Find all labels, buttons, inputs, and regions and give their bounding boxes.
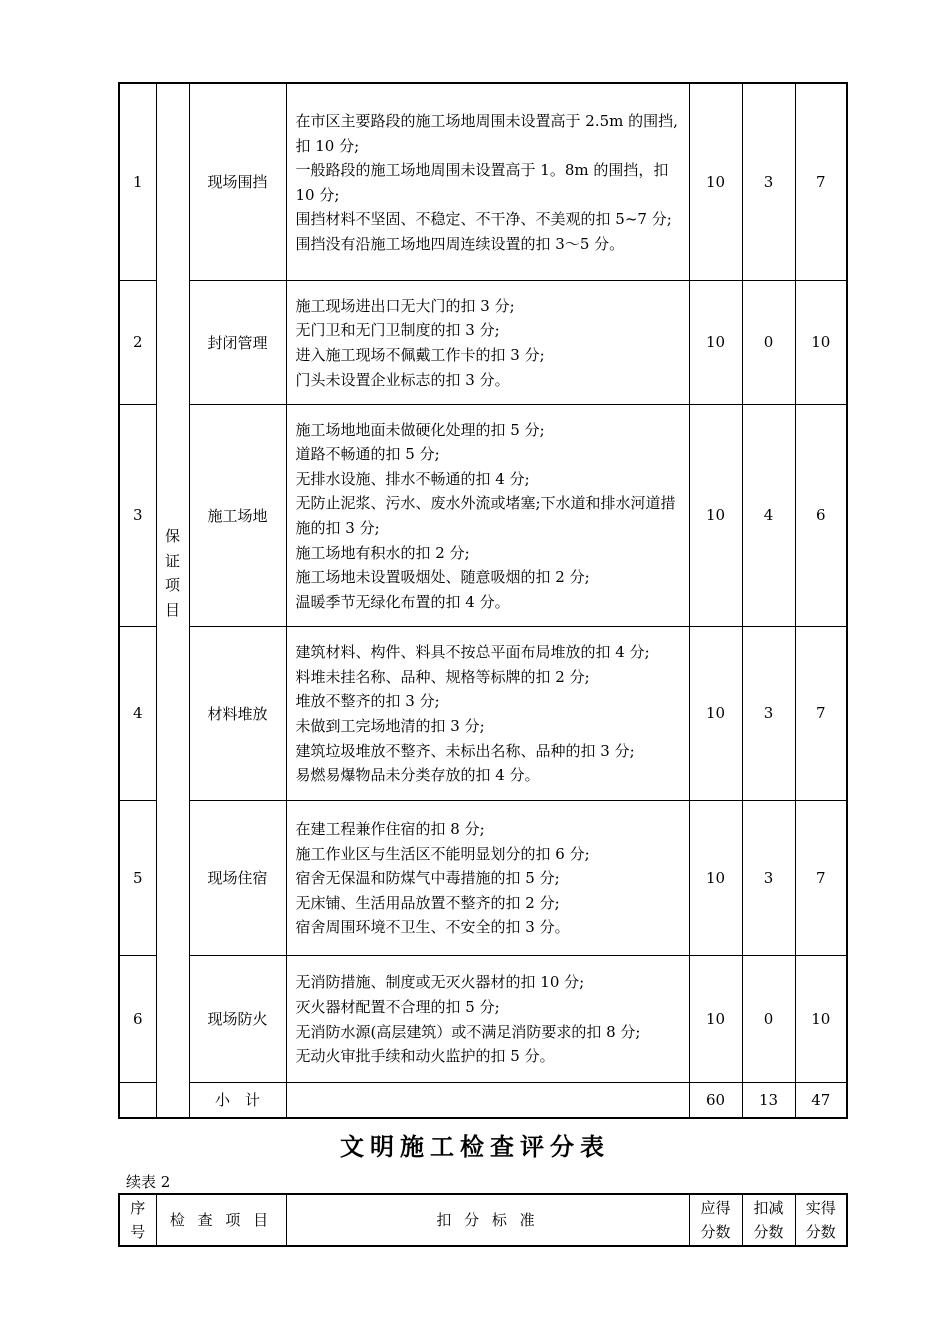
table-row bbox=[119, 280, 847, 404]
deducted-score: 0 bbox=[742, 280, 795, 404]
criteria-line: 施工作业区与生活区不能明显划分的扣 6 分; bbox=[295, 844, 590, 863]
criteria-line: 道路不畅通的扣 5 分; bbox=[295, 445, 440, 464]
check-item: 现场住宿 bbox=[189, 800, 286, 955]
criteria-line: 堆放不整齐的扣 3 分; bbox=[295, 692, 440, 711]
subtotal-blank bbox=[119, 1082, 156, 1118]
subtotal-deduct: 13 bbox=[742, 1082, 795, 1118]
check-item: 现场防火 bbox=[189, 955, 286, 1082]
actual-score: 7 bbox=[795, 800, 847, 955]
score-table bbox=[118, 82, 848, 1119]
actual-score: 10 bbox=[795, 280, 847, 404]
row-number: 4 bbox=[119, 626, 156, 800]
criteria-line: 无动火审批手续和动火监护的扣 5 分。 bbox=[295, 1047, 555, 1066]
actual-score: 10 bbox=[795, 955, 847, 1082]
check-item: 施工场地 bbox=[189, 404, 286, 626]
row-number: 3 bbox=[119, 404, 156, 626]
criteria-line: 建筑材料、构件、料具不按总平面布局堆放的扣 4 分; bbox=[295, 643, 650, 662]
criteria-line: 无排水设施、排水不畅通的扣 4 分; bbox=[295, 469, 530, 488]
criteria-line: 宿舍周围环境不卫生、不安全的扣 3 分。 bbox=[295, 918, 570, 937]
criteria-line: 一般路段的施工场地周围未设置高于 1。8m 的围挡，扣 10 分; bbox=[295, 161, 669, 204]
criteria-line: 无消防水源(高层建筑）或不满足消防要求的扣 8 分; bbox=[295, 1022, 641, 1041]
criteria-line: 料堆未挂名称、品种、规格等标牌的扣 2 分; bbox=[295, 667, 590, 686]
full-score: 10 bbox=[689, 280, 742, 404]
deduction-criteria bbox=[286, 404, 689, 626]
check-item: 封闭管理 bbox=[189, 280, 286, 404]
criteria-line: 温暖季节无绿化布置的扣 4 分。 bbox=[295, 592, 510, 611]
subtotal-full: 60 bbox=[689, 1082, 742, 1118]
deducted-score: 0 bbox=[742, 955, 795, 1082]
criteria-line: 无消防措施、制度或无灭火器材的扣 10 分; bbox=[295, 973, 585, 992]
deduction-criteria bbox=[286, 83, 689, 280]
subtotal-score: 47 bbox=[795, 1082, 847, 1118]
subtotal-row bbox=[119, 1082, 847, 1118]
header-item: 检 查 项 目 bbox=[156, 1194, 286, 1246]
continuation-label: 续表 2 bbox=[126, 1173, 171, 1191]
header-row bbox=[119, 1194, 847, 1246]
header-no: 序 号 bbox=[119, 1194, 156, 1246]
criteria-line: 宿舍无保温和防煤气中毒措施的扣 5 分; bbox=[295, 869, 560, 888]
criteria-line: 灭火器材配置不合理的扣 5 分; bbox=[295, 997, 500, 1016]
full-score: 10 bbox=[689, 955, 742, 1082]
subtotal-label: 小 计 bbox=[189, 1082, 286, 1118]
criteria-line: 围挡材料不坚固、不稳定、不干净、不美观的扣 5~7 分; bbox=[295, 210, 672, 229]
criteria-line: 未做到工完场地清的扣 3 分; bbox=[295, 717, 485, 735]
header-score: 实得 分数 bbox=[795, 1194, 847, 1246]
row-number: 5 bbox=[119, 800, 156, 955]
deduction-criteria bbox=[286, 626, 689, 800]
actual-score: 7 bbox=[795, 626, 847, 800]
criteria-line: 易燃易爆物品未分类存放的扣 4 分。 bbox=[295, 766, 540, 785]
deducted-score: 3 bbox=[742, 83, 795, 280]
criteria-line: 门头未设置企业标志的扣 3 分。 bbox=[295, 370, 510, 389]
header-table bbox=[118, 1193, 848, 1247]
table-row bbox=[119, 404, 847, 626]
criteria-line: 无防止泥浆、污水、废水外流或堵塞;下水道和排水河道措施的扣 3 分; bbox=[295, 494, 676, 537]
row-number: 6 bbox=[119, 955, 156, 1082]
table-row bbox=[119, 626, 847, 800]
header-full: 应得 分数 bbox=[689, 1194, 742, 1246]
deducted-score: 3 bbox=[742, 800, 795, 955]
table-row bbox=[119, 800, 847, 955]
subtotal-criteria-blank bbox=[286, 1082, 689, 1118]
row-number: 2 bbox=[119, 280, 156, 404]
deduction-criteria bbox=[286, 280, 689, 404]
deducted-score: 3 bbox=[742, 626, 795, 800]
criteria-line: 施工场地有积水的扣 2 分; bbox=[295, 543, 470, 562]
criteria-line: 施工现场进出口无大门的扣 3 分; bbox=[295, 296, 515, 315]
full-score: 10 bbox=[689, 83, 742, 280]
table-row bbox=[119, 83, 847, 280]
full-score: 10 bbox=[689, 626, 742, 800]
deduction-criteria bbox=[286, 800, 689, 955]
criteria-line: 围挡没有沿施工场地四周连续设置的扣 3～5 分。 bbox=[295, 234, 625, 253]
criteria-line: 施工场地未设置吸烟处、随意吸烟的扣 2 分; bbox=[295, 568, 590, 587]
page-title: 文明施工检查评分表 bbox=[340, 1133, 610, 1161]
criteria-line: 无床铺、生活用品放置不整齐的扣 2 分; bbox=[295, 893, 560, 912]
header-criteria: 扣 分 标 准 bbox=[286, 1194, 689, 1246]
full-score: 10 bbox=[689, 404, 742, 626]
table-row bbox=[119, 955, 847, 1082]
criteria-line: 在市区主要路段的施工场地周围未设置高于 2.5m 的围挡,扣 10 分; bbox=[295, 111, 678, 155]
actual-score: 7 bbox=[795, 83, 847, 280]
check-item: 材料堆放 bbox=[189, 626, 286, 800]
header-deduct: 扣减 分数 bbox=[742, 1194, 795, 1246]
criteria-line: 无门卫和无门卫制度的扣 3 分; bbox=[295, 321, 500, 340]
category-label: 保 证 项 目 bbox=[156, 83, 189, 1118]
full-score: 10 bbox=[689, 800, 742, 955]
criteria-line: 建筑垃圾堆放不整齐、未标出名称、品种的扣 3 分; bbox=[295, 741, 635, 760]
actual-score: 6 bbox=[795, 404, 847, 626]
deducted-score: 4 bbox=[742, 404, 795, 626]
deduction-criteria bbox=[286, 955, 689, 1082]
criteria-line: 施工场地地面未做硬化处理的扣 5 分; bbox=[295, 420, 545, 439]
criteria-line: 进入施工现场不佩戴工作卡的扣 3 分; bbox=[295, 346, 545, 364]
check-item: 现场围挡 bbox=[189, 83, 286, 280]
criteria-line: 在建工程兼作住宿的扣 8 分; bbox=[295, 820, 485, 839]
row-number: 1 bbox=[119, 83, 156, 280]
